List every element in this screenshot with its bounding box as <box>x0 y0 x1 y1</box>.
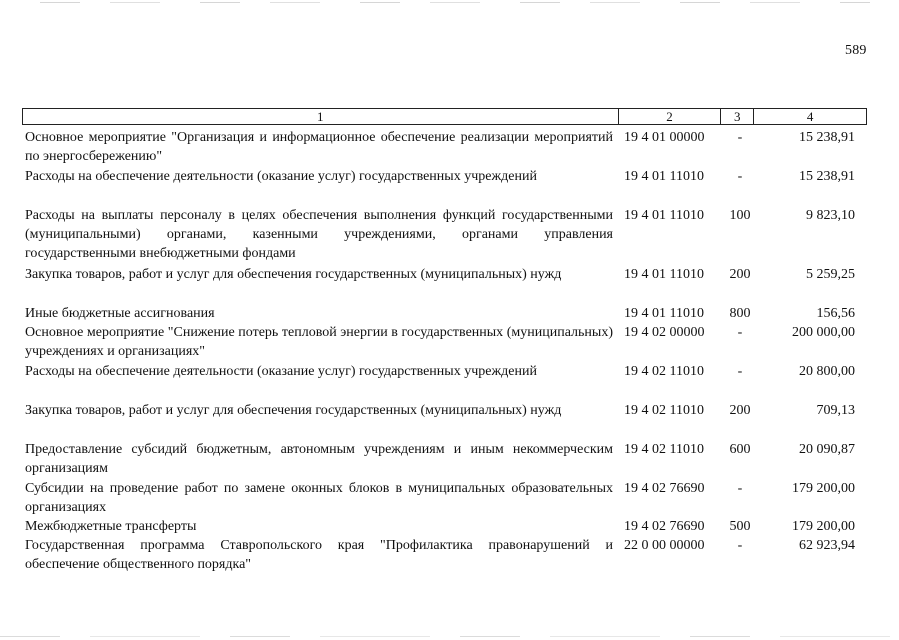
row-code: 22 0 00 00000 <box>624 538 705 553</box>
header-col-4: 4 <box>806 109 814 124</box>
row-code: 19 4 02 76690 <box>624 481 705 496</box>
row-name: Иные бюджетные ассигнования <box>25 306 215 321</box>
scan-artifact-bottom <box>0 636 899 637</box>
row-amount: 9 823,10 <box>806 208 855 223</box>
table-header <box>22 108 867 125</box>
row-type: 100 <box>729 208 751 223</box>
header-col-3: 3 <box>721 109 754 124</box>
row-type: 500 <box>729 519 751 534</box>
row-name: Межбюджетные трансферты <box>25 519 197 534</box>
row-amount: 200 000,00 <box>792 325 855 340</box>
row-code: 19 4 02 11010 <box>624 364 704 379</box>
row-amount: 15 238,91 <box>799 169 855 184</box>
row-code: 19 4 02 11010 <box>624 403 704 418</box>
row-type: - <box>737 130 743 145</box>
row-type: - <box>737 538 743 553</box>
scan-artifact-top <box>40 2 870 3</box>
row-name: Предоставление субсидий бюджетным, автономным учреждениям и иным некоммерческим организациям <box>25 442 613 476</box>
row-name: Закупка товаров, работ и услуг для обеспечения государственных (муниципальных) нужд <box>25 267 562 282</box>
page-number: 589 <box>845 43 867 58</box>
row-amount: 62 923,94 <box>799 538 855 553</box>
header-col-2: 2 <box>619 109 722 124</box>
row-code: 19 4 02 11010 <box>624 442 704 457</box>
row-amount: 709,13 <box>816 403 855 418</box>
row-code: 19 4 01 11010 <box>624 208 704 223</box>
row-type: 200 <box>729 403 751 418</box>
row-name: Государственная программа Ставропольского края "Профилактика правонарушений и обеспечение общественного порядка" <box>25 538 613 572</box>
row-type: - <box>737 364 743 379</box>
row-code: 19 4 01 00000 <box>624 130 705 145</box>
row-code: 19 4 02 76690 <box>624 519 705 534</box>
row-code: 19 4 01 11010 <box>624 306 704 321</box>
row-amount: 20 800,00 <box>799 364 855 379</box>
row-amount: 156,56 <box>816 306 855 321</box>
row-name: Субсидии на проведение работ по замене оконных блоков в муниципальных образовательных организациях <box>25 481 613 515</box>
row-type: 600 <box>729 442 751 457</box>
row-name: Расходы на выплаты персоналу в целях обеспечения выполнения функций государственными (муниципальными) органами, казенными учреждениями, органами управления государственными внебюджетными фондами <box>25 208 613 261</box>
row-code: 19 4 01 11010 <box>624 169 704 184</box>
row-type: 800 <box>729 306 751 321</box>
row-name: Расходы на обеспечение деятельности (оказание услуг) государственных учреждений <box>25 364 537 379</box>
header-col-1: 1 <box>23 109 619 124</box>
row-code: 19 4 02 00000 <box>624 325 705 340</box>
row-type: 200 <box>729 267 751 282</box>
row-type: - <box>737 325 743 340</box>
row-name: Расходы на обеспечение деятельности (оказание услуг) государственных учреждений <box>25 169 537 184</box>
row-name: Основное мероприятие "Снижение потерь тепловой энергии в государственных (муниципальных) учреждениях и организациях" <box>25 325 613 359</box>
row-name: Закупка товаров, работ и услуг для обеспечения государственных (муниципальных) нужд <box>25 403 562 418</box>
row-amount: 15 238,91 <box>799 130 855 145</box>
row-amount: 5 259,25 <box>806 267 855 282</box>
row-type: - <box>737 481 743 496</box>
row-amount: 179 200,00 <box>792 519 855 534</box>
row-amount: 179 200,00 <box>792 481 855 496</box>
row-amount: 20 090,87 <box>799 442 855 457</box>
row-code: 19 4 01 11010 <box>624 267 704 282</box>
row-name: Основное мероприятие "Организация и информационное обеспечение реализации мероприятий по энергосбережению" <box>25 130 613 164</box>
row-type: - <box>737 169 743 184</box>
